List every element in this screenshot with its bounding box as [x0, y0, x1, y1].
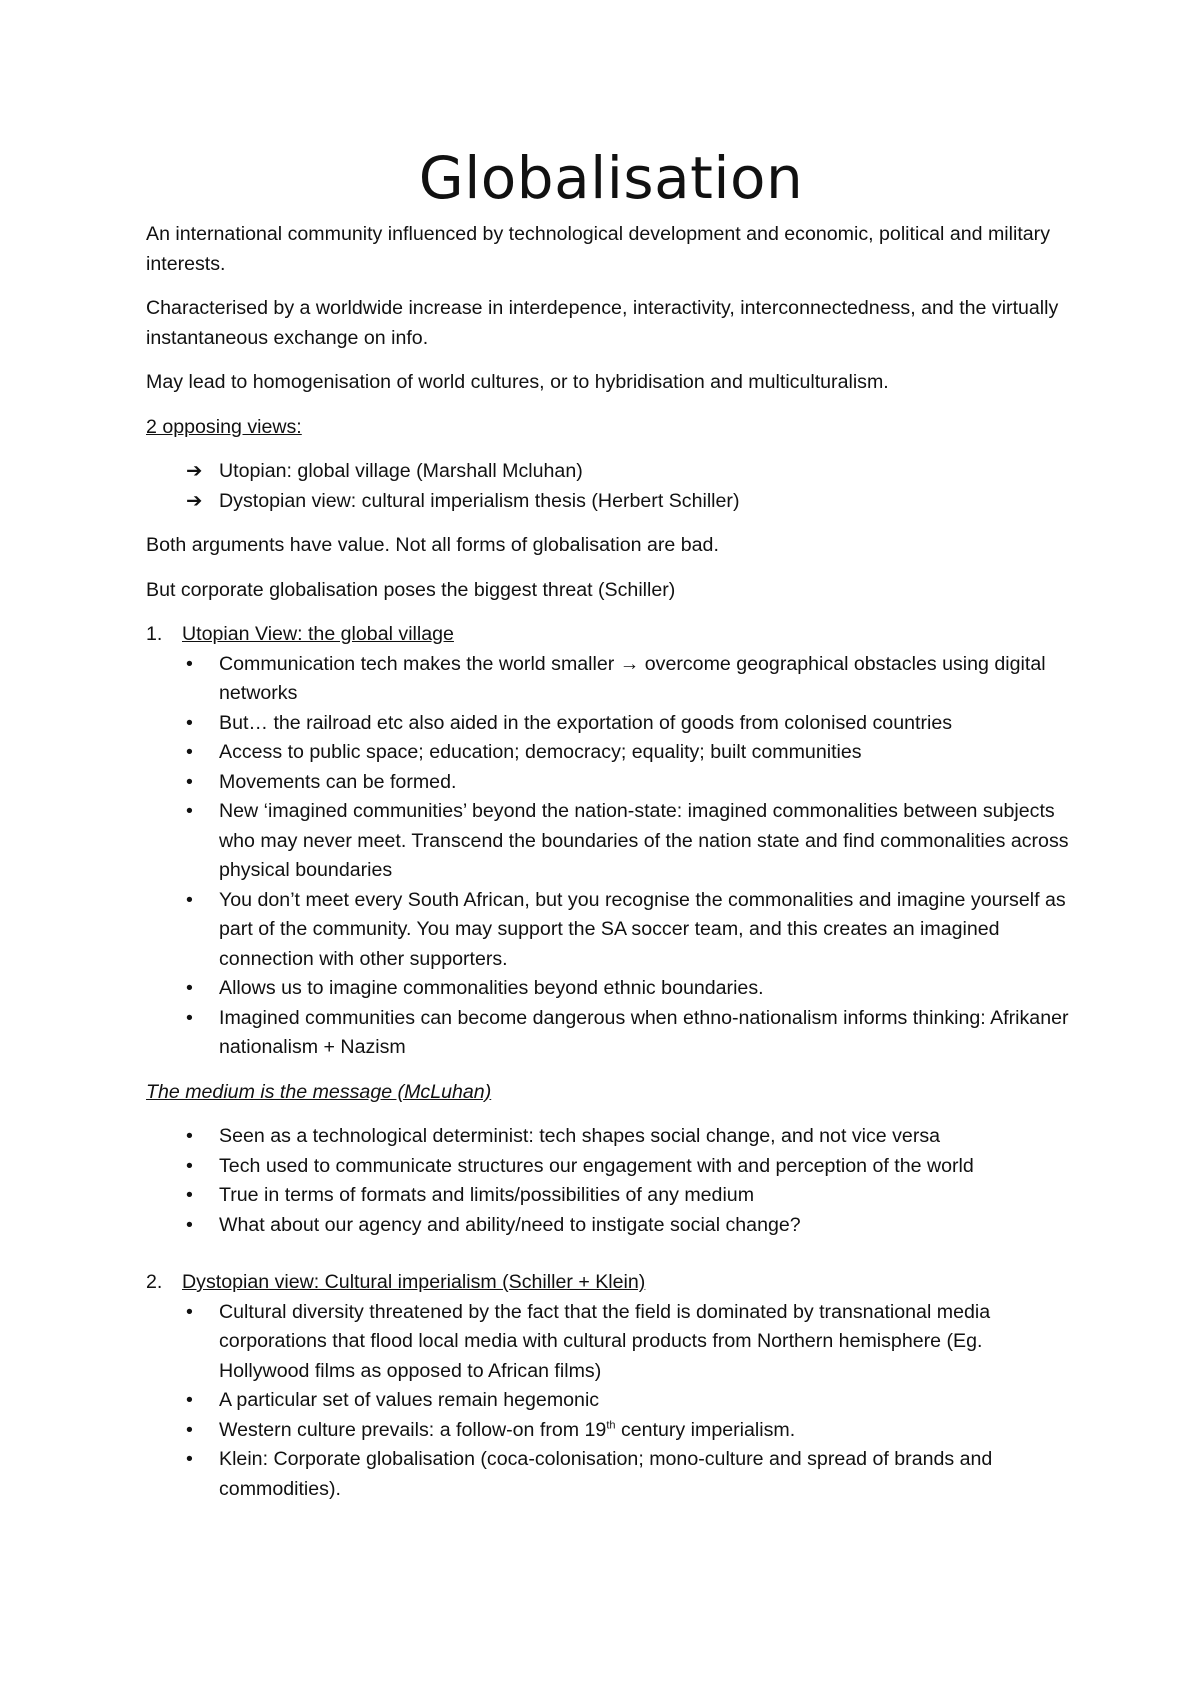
utopian-bullet-list — [146, 650, 1076, 1063]
bullet-icon: • — [186, 711, 193, 734]
list-item-text: Communication tech makes the world smaller → overcome geographical obstacles using digital networks — [219, 652, 1046, 704]
section-heading-utopian — [146, 620, 1076, 650]
section-number: 1. — [146, 623, 163, 645]
intro-paragraph: May lead to homogenisation of world cultures, or to hybridisation and multiculturalism. — [146, 371, 889, 393]
list-item-text: Seen as a technological determinist: tech shapes social change, and not vice versa — [219, 1125, 941, 1147]
bullet-icon: • — [186, 1184, 193, 1206]
list-item — [146, 1152, 1076, 1182]
list-item — [146, 1211, 1076, 1241]
list-item-text: Allows us to imagine commonalities beyond ethnic boundaries. — [219, 977, 764, 999]
spacer — [146, 1063, 1076, 1078]
list-item-text: New ‘imagined communities’ beyond the nation-state: imagined commonalities between subjects who may never meet. Transcend the boundaries of the nation state and find commonalities across physical boundaries — [219, 800, 1069, 881]
list-item — [146, 1445, 1076, 1504]
bullet-icon: • — [186, 741, 193, 763]
list-item — [146, 974, 1076, 1004]
list-item-text: Imagined communities can become dangerous when ethno-nationalism informs thinking: Afrikaner nationalism + Nazism — [219, 1006, 1069, 1058]
list-item — [146, 709, 1076, 739]
bullet-icon: • — [186, 1125, 193, 1147]
bullet-icon: • — [186, 652, 193, 675]
list-item — [146, 1122, 1076, 1152]
views-heading: 2 opposing views: — [146, 415, 302, 438]
bullet-icon: • — [186, 1006, 193, 1029]
intro-paragraph: Characterised by a worldwide increase in interdepence, interactivity, interconnectedness, and the virtually instantaneous exchange on info. — [146, 297, 1059, 349]
spacer — [146, 1240, 1076, 1268]
bullet-icon: • — [186, 1213, 193, 1236]
list-item-text: A particular set of values remain hegemonic — [219, 1389, 600, 1411]
list-item-text: Movements can be formed. — [219, 770, 457, 793]
section-heading-text: Dystopian view: Cultural imperialism (Schiller + Klein) — [182, 1271, 646, 1293]
dystopian-bullet-list — [146, 1298, 1076, 1505]
list-item — [146, 487, 1076, 517]
western-text-pre: Western culture prevails: a follow-on from 19 — [219, 1418, 607, 1441]
medium-heading: The medium is the message (McLuhan) — [146, 1080, 492, 1103]
list-item — [146, 457, 1076, 487]
list-item-text: Utopian: global village (Marshall Mcluhan) — [219, 460, 583, 482]
list-item-text — [219, 1419, 795, 1441]
bullet-icon: • — [186, 770, 193, 793]
list-item — [146, 1004, 1076, 1063]
bullet-icon: • — [186, 1389, 193, 1411]
section-heading-text: Utopian View: the global village — [182, 623, 454, 645]
bullet-icon: • — [186, 1448, 193, 1470]
bullet-icon: • — [186, 1154, 193, 1177]
list-item-text: Dystopian view: cultural imperialism thesis (Herbert Schiller) — [219, 489, 740, 512]
list-item-text: But… the railroad etc also aided in the exportation of goods from colonised countries — [219, 711, 953, 734]
bullet-icon: • — [186, 1300, 193, 1323]
body-paragraph: Both arguments have value. Not all forms of globalisation are bad. — [146, 534, 719, 556]
medium-bullet-list — [146, 1122, 1076, 1240]
superscript-th: th — [606, 1418, 616, 1431]
list-item — [146, 1386, 1076, 1416]
page-title: Globalisation — [418, 144, 804, 212]
list-item-text: True in terms of formats and limits/possibilities of any medium — [219, 1184, 755, 1206]
western-text-post: century imperialism. — [615, 1418, 796, 1441]
list-item-text: Access to public space; education; democracy; equality; built communities — [219, 741, 862, 763]
bullet-icon: • — [186, 800, 193, 822]
list-item — [146, 650, 1076, 709]
list-item-text: Tech used to communicate structures our engagement with and perception of the world — [219, 1154, 974, 1177]
list-item-text: Cultural diversity threatened by the fact that the field is dominated by transnational media corporations that flood local media with cultural products from Northern hemisphere (Eg. Hollywood films as opposed to African films) — [219, 1300, 991, 1382]
arrow-icon: ➔ — [186, 489, 203, 512]
list-item — [146, 797, 1076, 886]
list-item-text: You don’t meet every South African, but you recognise the commonalities and imagine yourself as part of the community. You may support the SA soccer team, and this creates an imagined connection with other supporters. — [219, 888, 1066, 970]
list-item — [146, 738, 1076, 768]
list-item — [146, 1298, 1076, 1387]
section-number: 2. — [146, 1271, 163, 1293]
list-item-text: Klein: Corporate globalisation (coca-colonisation; mono-culture and spread of brands and commodities). — [219, 1448, 993, 1500]
bullet-icon: • — [186, 1418, 193, 1441]
section-heading-dystopian — [146, 1268, 1076, 1298]
intro-paragraph: An international community influenced by technological development and economic, political and military interests. — [146, 223, 1050, 275]
views-list — [146, 457, 1076, 516]
document-body — [146, 140, 1076, 1504]
list-item — [146, 886, 1076, 975]
arrow-icon: ➔ — [186, 460, 203, 482]
list-item — [146, 1181, 1076, 1211]
list-item — [146, 768, 1076, 798]
bullet-icon: • — [186, 888, 193, 911]
bullet-icon: • — [186, 977, 193, 999]
list-item — [146, 1416, 1076, 1446]
body-paragraph: But corporate globalisation poses the biggest threat (Schiller) — [146, 578, 676, 601]
list-item-text: What about our agency and ability/need to instigate social change? — [219, 1213, 801, 1236]
